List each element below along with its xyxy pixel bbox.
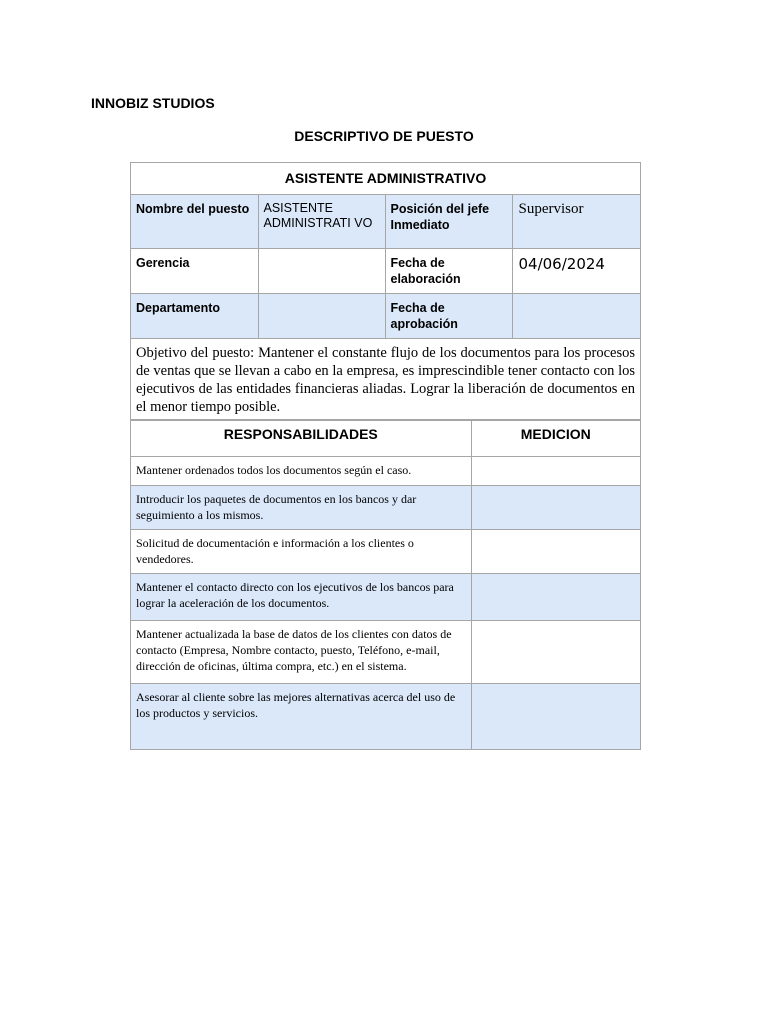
table-row xyxy=(131,485,640,529)
info-row-puesto xyxy=(131,195,640,248)
responsibility-text: Mantener actualizada la base de datos de los clientes con datos de contacto (Empresa, Nombre contacto, puesto, Teléfono, e-mail, dirección de oficinas, última compra, etc.) en el sistema. xyxy=(131,620,471,683)
table-row xyxy=(131,683,640,749)
company-name: INNOBIZ STUDIOS xyxy=(91,95,215,111)
elaboracion-value: 04/06/2024 xyxy=(512,248,640,293)
responsibilities-header: RESPONSABILIDADES xyxy=(131,420,471,456)
responsibility-text: Mantener ordenados todos los documentos según el caso. xyxy=(131,456,471,485)
document-title: DESCRIPTIVO DE PUESTO xyxy=(294,128,474,144)
medicion-cell xyxy=(471,573,640,620)
responsibility-text: Mantener el contacto directo con los ejecutivos de los bancos para lograr la aceleración de los documentos. xyxy=(131,573,471,620)
job-description-sheet xyxy=(130,162,641,750)
medicion-cell xyxy=(471,485,640,529)
medicion-cell xyxy=(471,456,640,485)
responsibilities-table xyxy=(131,420,640,750)
medicion-cell xyxy=(471,529,640,573)
jefe-value: Supervisor xyxy=(512,195,640,248)
medicion-cell xyxy=(471,683,640,749)
gerencia-label: Gerencia xyxy=(131,248,258,293)
responsibilities-header-row xyxy=(131,420,640,456)
info-table xyxy=(131,195,640,339)
objective-text: Objetivo del puesto: Mantener el constante flujo de los documentos para los procesos de ventas que se llevan a cabo en la empresa, es imprescindible tener contacto con los ejecutivos de las entidades financieras aliadas. Lograr la liberación de documentos en el menor tiempo posible. xyxy=(131,339,640,420)
medicion-cell xyxy=(471,620,640,683)
table-row xyxy=(131,620,640,683)
departamento-value xyxy=(258,293,385,338)
gerencia-value xyxy=(258,248,385,293)
info-row-gerencia xyxy=(131,248,640,293)
aprobacion-label: Fecha de aprobación xyxy=(385,293,512,338)
section-title: ASISTENTE ADMINISTRATIVO xyxy=(131,163,640,195)
table-row xyxy=(131,529,640,573)
responsibility-text: Asesorar al cliente sobre las mejores alternativas acerca del uso de los productos y servicios. xyxy=(131,683,471,749)
info-row-departamento xyxy=(131,293,640,338)
responsibility-text: Introducir los paquetes de documentos en los bancos y dar seguimiento a los mismos. xyxy=(131,485,471,529)
elaboracion-label: Fecha de elaboración xyxy=(385,248,512,293)
departamento-label: Departamento xyxy=(131,293,258,338)
puesto-value: ASISTENTE ADMINISTRATI VO xyxy=(258,195,385,248)
jefe-label: Posición del jefe Inmediato xyxy=(385,195,512,248)
puesto-label: Nombre del puesto xyxy=(131,195,258,248)
responsibility-text: Solicitud de documentación e información a los clientes o vendedores. xyxy=(131,529,471,573)
table-row xyxy=(131,456,640,485)
table-row xyxy=(131,573,640,620)
medicion-header: MEDICION xyxy=(471,420,640,456)
aprobacion-value xyxy=(512,293,640,338)
